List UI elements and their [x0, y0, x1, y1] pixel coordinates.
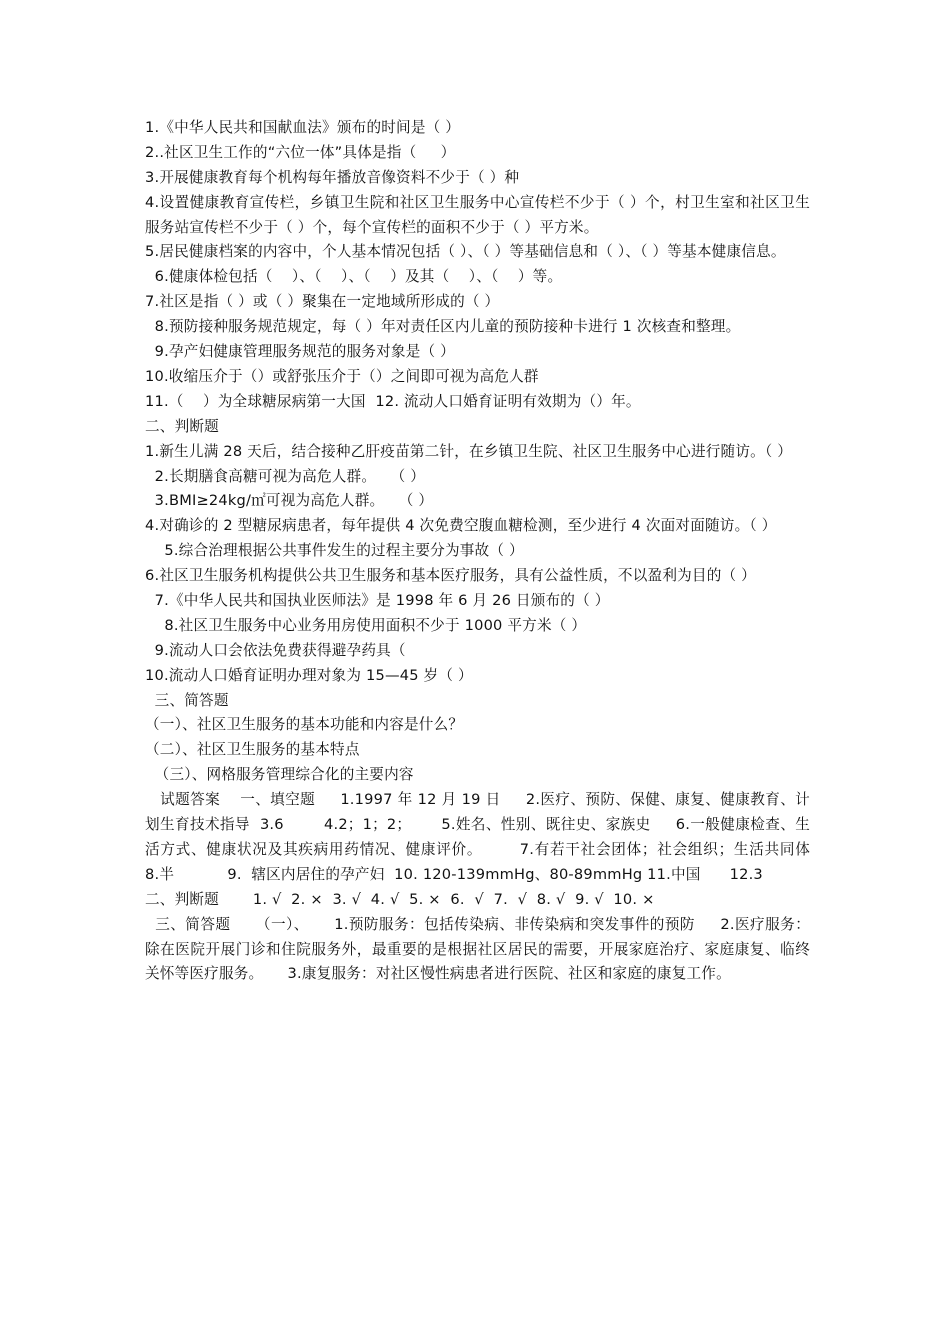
judge-question-10: 10.流动人口婚育证明办理对象为 15—45 岁（ ）	[145, 666, 473, 684]
judge-question-1: 1.新生儿满 28 天后，结合接种乙肝疫苗第二针，在乡镇卫生院、社区卫生服务中心进行随访。（ ）	[145, 442, 793, 460]
fill-blank-question-7: 7.社区是指（ ）或（ ）聚集在一定地域所形成的（ ）	[145, 293, 500, 311]
fill-blank-question-4: 4.设置健康教育宣传栏，乡镇卫生院和社区卫生服务中心宣传栏不少于（ ）个，村卫生室和社区卫生服务站宣传栏不少于（ ）个，每个宣传栏的面积不少于（ ）平方米。	[145, 193, 810, 236]
fill-blank-question-8: 8.预防接种服务规范规定，每（ ）年对责任区内儿童的预防接种卡进行 1 次核查和整理。	[145, 318, 741, 336]
judge-question-5: 5.综合治理根据公共事件发生的过程主要分为事故（ ）	[145, 542, 524, 560]
judge-question-7: 7.《中华人民共和国执业医师法》是 1998 年 6 月 26 日颁布的（ ）	[145, 592, 610, 610]
judge-question-8: 8.社区卫生服务中心业务用房使用面积不少于 1000 平方米（ ）	[145, 616, 587, 634]
fill-blank-question-1: 1.《中华人民共和国献血法》颁布的时间是（ ）	[145, 119, 461, 136]
judge-section-heading: 二、判断题	[145, 417, 219, 435]
judge-question-9: 9.流动人口会依法免费获得避孕药具（	[145, 641, 406, 659]
judge-question-4: 4.对确诊的 2 型糖尿病患者，每年提供 4 次免费空腹血糖检测，至少进行 4 次面对面随访。（ ）	[145, 517, 777, 535]
short-answer-heading: 三、简答题	[145, 691, 229, 709]
short-answer-question-3: （三）、网格服务管理综合化的主要内容	[145, 766, 414, 784]
fill-blank-question-10: 10.收缩压介于（）或舒张压介于（）之间即可视为高危人群	[145, 367, 539, 385]
document-body	[145, 116, 878, 987]
fill-blank-question-3: 3.开展健康教育每个机构每年播放音像资料不少于（ ）种	[145, 168, 520, 186]
fill-blank-question-2: 2..社区卫生工作的“六位一体”具体是指（ ）	[145, 143, 456, 161]
fill-blank-question-9: 9.孕产妇健康管理服务规范的服务对象是（ ）	[145, 343, 455, 361]
fill-blank-question-6: 6.健康体检包括（ ）、（ ）、（ ）及其（ ）、（ ）等。	[145, 268, 563, 286]
answer-judge: 二、判断题 1. √ 2. × 3. √ 4. √ 5. × 6. √ 7. √ 8. √ 9. √ 10. ×	[145, 890, 655, 908]
fill-blank-question-5: 5.居民健康档案的内容中，个人基本情况包括（ ）、（ ）等基础信息和（ ）、（ ）等基本健康信息。	[145, 243, 786, 261]
short-answer-question-2: （二）、社区卫生服务的基本特点	[145, 741, 360, 759]
answer-fill-blank: 试题答案 一、填空题 1.1997 年 12 月 19 日 2.医疗、预防、保健、康复、健康教育、计划生育技术指导 3.6 4.2；1；2； 5.姓名、性别、既往史、家族史 6.一般健康检查、生活方式、健康状况及其疾病用药情况、健康评价。 7.有若干社会团体；社会组织；生活共同体 8.半 9. 辖区内居住的孕产妇 10. 120-139mmHg、80-89mmHg 11.中国 12.3	[145, 791, 878, 883]
fill-blank-question-11-12: 11.（ ）为全球糖尿病第一大国 12. 流动人口婚育证明有效期为（）年。	[145, 392, 641, 410]
judge-question-2: 2.长期膳食高糖可视为高危人群。 （ ）	[145, 467, 426, 485]
judge-question-6: 6.社区卫生服务机构提供公共卫生服务和基本医疗服务，具有公益性质，不以盈利为目的（ ）	[145, 567, 756, 585]
judge-question-3: 3.BMI≥24kg/㎡可视为高危人群。 （ ）	[145, 492, 434, 510]
answer-short: 三、简答题 （一）、 1.预防服务：包括传染病、非传染病和突发事件的预防 2.医疗服务：除在医院开展门诊和住院服务外，最重要的是根据社区居民的需要，开展家庭治疗、家庭康复、临终关怀等医疗服务。 3.康复服务：对社区慢性病患者进行医院、社区和家庭的康复工作。	[145, 915, 810, 983]
short-answer-question-1: （一）、社区卫生服务的基本功能和内容是什么？	[145, 716, 464, 734]
